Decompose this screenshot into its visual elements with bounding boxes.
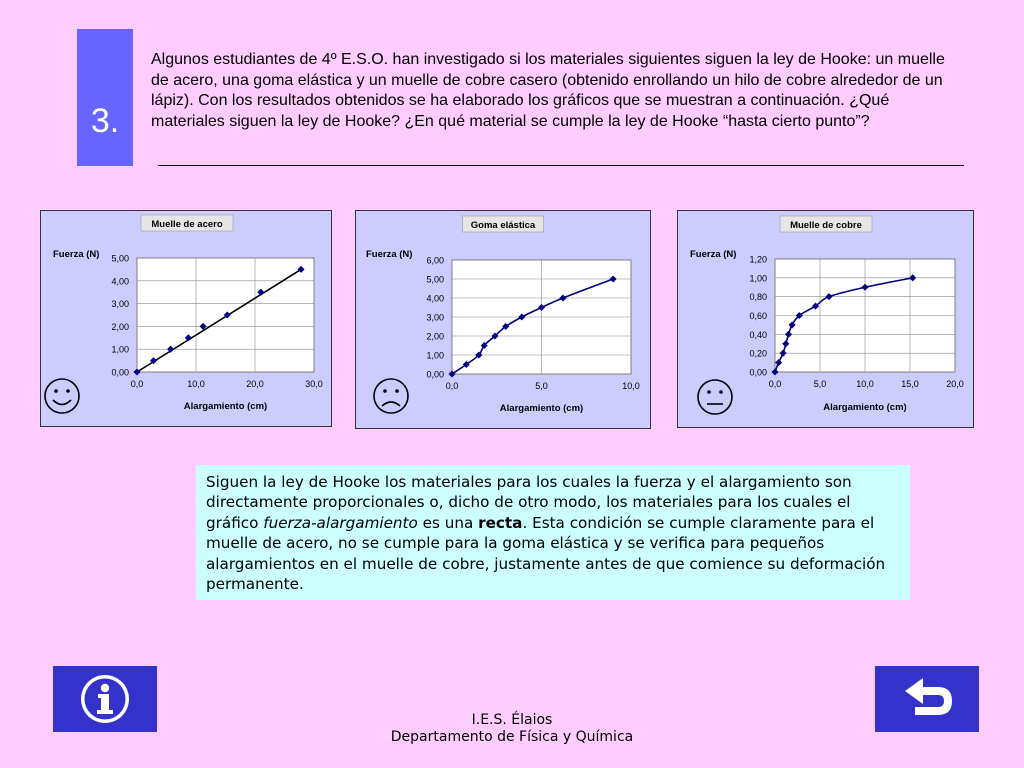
neutral-face-icon-eye — [719, 390, 723, 394]
answer-part-1: Siguen la ley de Hooke los materiales para los cuales la fuerza y el alargamiento son directamente proporcionales o, dicho de otro modo, los materiales para los cuales el gráfico — [206, 473, 852, 532]
x-tick-label: 20,0 — [246, 379, 264, 389]
y-tick-label: 3,00 — [111, 299, 129, 310]
answer-text-box — [196, 465, 910, 600]
slide-number-box — [77, 29, 133, 166]
chart-rubber-band — [355, 210, 651, 429]
y-tick-label: 2,00 — [426, 331, 444, 342]
y-tick-label: 0,60 — [749, 311, 767, 321]
x-tick-label: 30,0 — [305, 379, 323, 389]
y-tick-label: 1,00 — [749, 273, 767, 284]
sad-face-icon-outline — [374, 379, 408, 413]
slide-number: 3. — [90, 102, 120, 140]
y-tick-label: 0,20 — [749, 348, 767, 359]
y-tick-label: 1,00 — [426, 350, 444, 361]
y-tick-label: 4,00 — [426, 293, 444, 304]
chart-svg — [356, 211, 652, 430]
answer-part-3: . Esta condición se cumple claramente para el muelle de acero, no se cumple para la goma elástica y se verifica para pequeños alargamientos en el muelle de cobre, justamente antes de que comience su deformación permanente. — [206, 513, 886, 594]
neutral-face-icon-outline — [698, 380, 732, 414]
x-tick-label: 10,0 — [856, 379, 874, 389]
x-tick-label: 10,0 — [187, 379, 205, 389]
x-axis-label: Alargamiento (cm) — [499, 403, 584, 414]
question-text: Algunos estudiantes de 4º E.S.O. han investigado si los materiales siguientes siguen la ley de Hooke: un muelle de acero, una goma elástica y un muelle de cobre casero (obtenido enrollando un hilo de cobre alrededor de un lápiz). Con los resultados obtenidos se ha elaborado los gráficos que se muestran a continuación. ¿Qué materiales siguen la ley de Hooke? ¿En qué material se cumple la ley de Hooke “hasta cierto punto”? — [151, 51, 945, 130]
x-tick-label: 20,0 — [946, 379, 964, 389]
sad-face-icon-mouth — [382, 402, 400, 406]
y-tick-label: 3,00 — [426, 312, 444, 323]
footer — [362, 712, 662, 746]
y-axis-label: Fuerza (N) — [690, 249, 737, 260]
neutral-face-icon-eye — [707, 390, 711, 394]
y-tick-label: 2,00 — [111, 321, 129, 332]
chart-title: Muelle de cobre — [790, 220, 862, 231]
y-axis-label: Fuerza (N) — [53, 249, 100, 260]
chart-copper-spring — [677, 210, 974, 428]
y-tick-label: 4,00 — [111, 276, 129, 287]
chart-title: Muelle de acero — [151, 219, 223, 230]
y-tick-label: 0,40 — [749, 329, 767, 340]
y-tick-label: 0,00 — [426, 369, 444, 380]
answer-emphasis: fuerza-alargamiento — [263, 513, 418, 532]
x-tick-label: 15,0 — [901, 379, 919, 389]
x-tick-label: 0,0 — [130, 379, 144, 389]
department-name: Departamento de Física y Química — [390, 729, 634, 745]
chart-svg — [41, 211, 333, 428]
x-tick-label: 0,0 — [445, 381, 459, 391]
y-tick-label: 0,00 — [749, 367, 767, 378]
x-tick-label: 5,0 — [813, 379, 827, 389]
x-axis-label: Alargamiento (cm) — [823, 402, 907, 413]
back-button[interactable] — [875, 666, 979, 732]
y-tick-label: 1,20 — [749, 254, 767, 265]
neutral-face-icon — [698, 380, 732, 414]
y-tick-label: 0,80 — [749, 292, 767, 303]
divider — [158, 165, 964, 166]
info-button[interactable] — [53, 666, 157, 732]
y-tick-label: 6,00 — [426, 255, 444, 266]
answer-part-2: es una — [417, 513, 479, 532]
info-icon — [53, 666, 157, 732]
x-tick-label: 0,0 — [768, 379, 782, 389]
y-tick-label: 5,00 — [426, 274, 444, 285]
return-arrow-icon — [875, 666, 979, 732]
happy-face-icon-outline — [45, 379, 79, 413]
sad-face-icon-eye — [395, 389, 399, 393]
happy-face-icon-eye — [66, 389, 70, 393]
x-axis-label: Alargamiento (cm) — [183, 401, 268, 412]
x-tick-label: 5,0 — [535, 381, 548, 391]
y-tick-label: 5,00 — [111, 253, 129, 264]
chart-title: Goma elástica — [470, 220, 536, 231]
y-tick-label: 1,00 — [111, 344, 129, 355]
happy-face-icon-eye — [54, 389, 58, 393]
x-tick-label: 10,0 — [622, 381, 640, 391]
y-axis-label: Fuerza (N) — [366, 249, 413, 260]
sad-face-icon-eye — [383, 389, 387, 393]
y-tick-label: 0,00 — [111, 367, 129, 378]
chart-steel-spring — [40, 210, 332, 427]
happy-face-icon — [45, 379, 79, 413]
school-name: I.E.S. Élaios — [471, 712, 553, 728]
sad-face-icon — [374, 379, 408, 413]
chart-svg — [678, 211, 975, 429]
happy-face-icon-mouth — [53, 400, 71, 405]
answer-strong: recta — [478, 513, 523, 532]
